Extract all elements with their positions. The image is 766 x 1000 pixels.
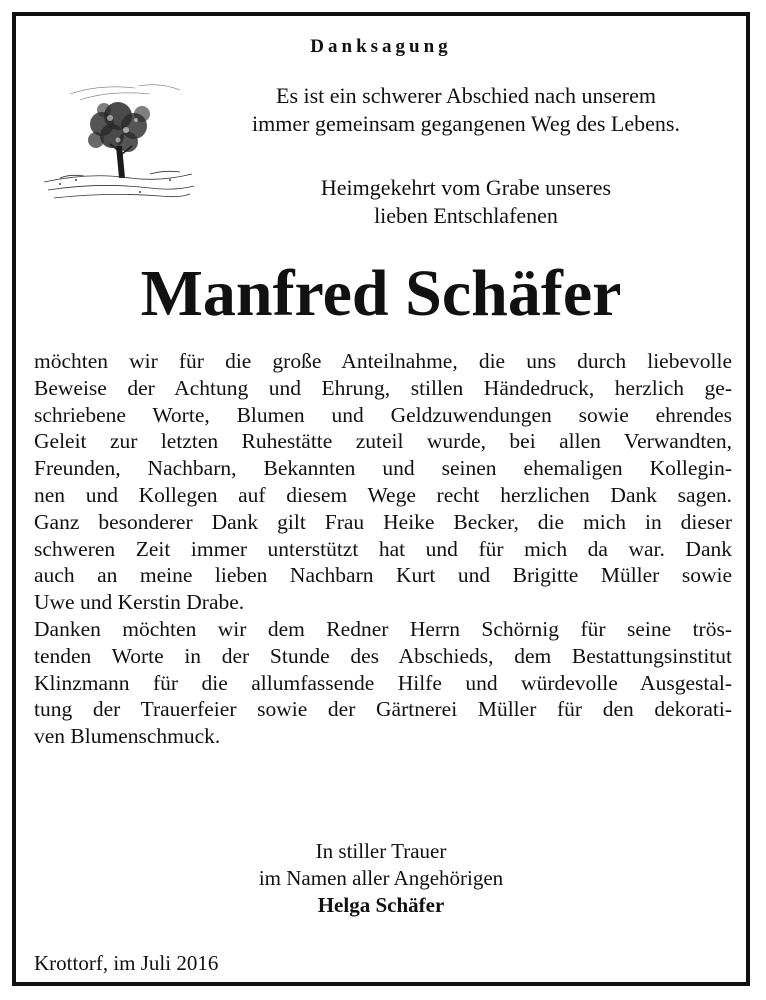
body-line: Danken möchten wir dem Redner Herrn Schörnig für seine trös- xyxy=(34,616,732,641)
body-text xyxy=(34,348,732,750)
body-line: Uwe und Kerstin Drabe. xyxy=(34,590,245,615)
body-line: Geleit zur letzten Ruhestätte zuteil wurde, bei allen Verwandten, xyxy=(34,429,732,454)
signer-name: Helga Schäfer xyxy=(317,893,445,917)
closing-line: im Namen aller Angehörigen xyxy=(258,866,504,890)
intro-text xyxy=(206,82,726,138)
body-line: Klinzmann für die allumfassende Hilfe und würdevolle Ausgestal- xyxy=(34,670,732,695)
body-line: Ganz besonderer Dank gilt Frau Heike Becker, die mich in dieser xyxy=(34,509,732,534)
homecoming-line: lieben Entschlafenen xyxy=(374,203,558,228)
body-line: schriebene Worte, Blumen und Geldzuwendungen sowie ehrendes xyxy=(34,402,732,427)
intro-line: Es ist ein schwerer Abschied nach unserem xyxy=(276,83,656,108)
notice-frame xyxy=(12,12,750,986)
closing-block xyxy=(16,838,746,919)
body-line: möchten wir für die große Anteilnahme, die uns durch liebevolle xyxy=(34,349,732,373)
body-line: schweren Zeit immer unterstützt hat und für mich da war. Dank xyxy=(34,536,732,561)
body-line: Beweise der Achtung und Ehrung, stillen Händedruck, herzlich ge- xyxy=(34,375,732,400)
closing-line: In stiller Trauer xyxy=(315,839,447,863)
deceased-name: Manfred Schäfer xyxy=(140,257,622,330)
heading: Danksagung xyxy=(310,36,452,57)
body-line: tenden Worte in der Stunde des Abschieds, dem Bestattungsinstitut xyxy=(34,643,732,668)
body-line: nen und Kollegen auf diesem Wege recht herzlichen Dank sagen. xyxy=(34,482,732,507)
tree-illustration-icon xyxy=(40,74,196,210)
intro-line: immer gemeinsam gegangenen Weg des Lebens. xyxy=(252,111,680,136)
body-line: tung der Trauerfeier sowie der Gärtnerei Müller für den dekorati- xyxy=(34,697,732,722)
body-line: Freunden, Nachbarn, Bekannten und seinen ehemaligen Kollegin- xyxy=(34,456,732,481)
body-line: auch an meine lieben Nachbarn Kurt und Brigitte Müller sowie xyxy=(34,563,732,588)
homecoming-line: Heimgekehrt vom Grabe unseres xyxy=(320,175,612,200)
homecoming-text xyxy=(206,174,726,230)
body-line: ven Blumenschmuck. xyxy=(34,724,221,749)
place-date: Krottorf, im Juli 2016 xyxy=(34,951,219,975)
